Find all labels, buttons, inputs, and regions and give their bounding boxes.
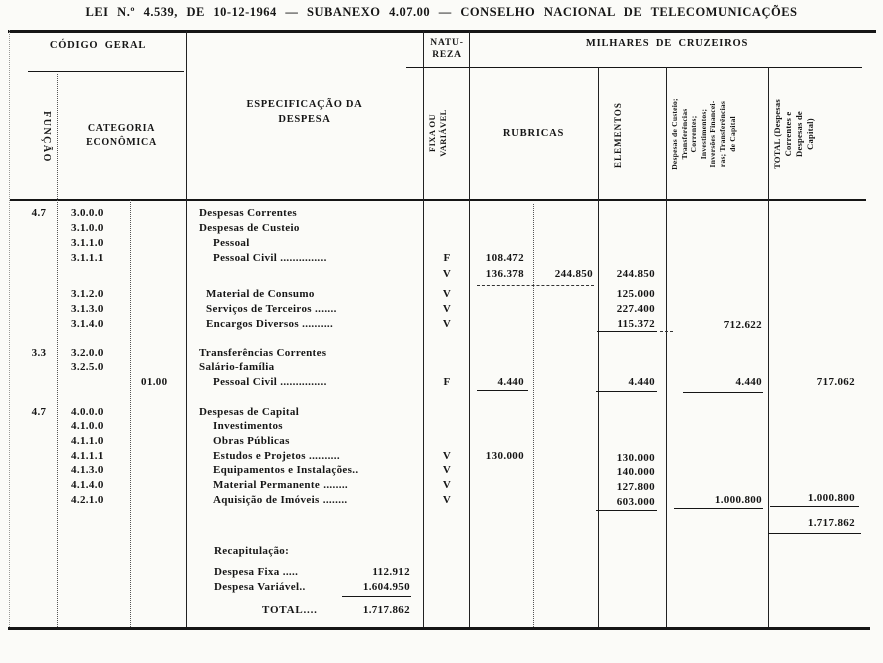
natureza-flag: V [442, 479, 452, 491]
elementos-sum-rule [597, 331, 657, 332]
categoria-code: 3.1.1.1 [71, 252, 104, 264]
table-bottom-border [8, 627, 870, 630]
header-bottom-rule [10, 199, 866, 201]
recap-sum-rule [342, 596, 411, 597]
natureza-rubricas-divider [469, 31, 470, 627]
especificacao-text: Obras Públicas [213, 435, 290, 447]
fixa-ou-variavel-header [427, 90, 467, 176]
total-line1: TOTAL (Despesas [772, 99, 782, 169]
especificacao-text: Aquisição de Imóveis ........ [213, 494, 348, 506]
rubrica-value: 130.000 [485, 450, 524, 462]
codigo-geral-header: CÓDIGO GERAL [49, 40, 147, 51]
total-line4: Capital) [805, 118, 815, 150]
elementos-despesas-divider [666, 67, 667, 627]
total-line2: Correntes e [783, 111, 793, 157]
natureza-flag: V [442, 303, 452, 315]
natureza-flag: F [443, 252, 451, 264]
especificacao-text: Pessoal Civil ............... [213, 376, 327, 388]
funcao-code: 3.3 [31, 347, 47, 359]
recap-total-value: 1.717.862 [362, 604, 410, 616]
especificacao-text: Investimentos [213, 420, 283, 432]
categoria-sub-divider [130, 200, 131, 627]
rubrica-sum-rule [477, 285, 594, 286]
elementos-value: 244.850 [616, 268, 655, 280]
elementos-underline [596, 391, 657, 392]
total-value: 1.000.800 [807, 492, 855, 504]
especificacao-header [186, 97, 423, 127]
despesas-underline [683, 392, 763, 393]
elementos-value: 227.400 [616, 303, 655, 315]
natureza-flag: V [442, 318, 452, 330]
custeio-line2: Transferências [679, 108, 689, 160]
elementos-value: 603.000 [616, 496, 655, 508]
recap-variavel-value: 1.604.950 [362, 581, 410, 593]
especificacao-text: Equipamentos e Instalações.. [213, 464, 359, 476]
especificacao-text: Transferências Correntes [199, 347, 327, 359]
left-edge-line [9, 30, 10, 627]
categoria-code: 3.1.4.0 [71, 318, 104, 330]
rubrica-value: 108.472 [485, 252, 524, 264]
despesas-sum-rule [674, 508, 763, 509]
categoria-code: 3.1.3.0 [71, 303, 104, 315]
custeio-line7: de Capital [727, 116, 737, 152]
especificacao-text: Pessoal Civil ............... [213, 252, 327, 264]
funcao-divider [57, 74, 58, 627]
milhares-underline [406, 67, 862, 68]
categoria-code: 4.2.1.0 [71, 494, 104, 506]
despesas-group-total: 4.440 [735, 376, 762, 388]
total-sum-rule [770, 506, 859, 507]
custeio-line5: Inversões Financei- [708, 100, 718, 168]
categoria-code: 3.1.0.0 [71, 222, 104, 234]
recap-variavel-label: Despesa Variável.. [214, 581, 306, 593]
especificacao-text: Salário-família [199, 361, 275, 373]
total-value: 717.062 [816, 376, 855, 388]
table-top-border [8, 30, 876, 33]
especificacao-text: Despesas de Capital [199, 406, 300, 418]
rubrica-subtotal: 244.850 [554, 268, 593, 280]
categoria-line2: ECONÔMICA [86, 137, 157, 148]
recap-total-label: TOTAL.... [262, 604, 318, 616]
funcao-header [22, 92, 52, 182]
categoria-code: 4.1.3.0 [71, 464, 104, 476]
especificacao-line1: ESPECIFICAÇÃO DA [246, 99, 363, 110]
natureza-line2: REZA [432, 50, 462, 60]
natureza-flag: V [442, 288, 452, 300]
especificacao-text: Serviços de Terceiros ....... [206, 303, 337, 315]
elementos-value: 115.372 [617, 318, 655, 330]
especificacao-line2: DESPESA [278, 114, 331, 125]
especificacao-natureza-divider [423, 31, 424, 627]
custeio-line6: ras; Transferências [717, 100, 727, 168]
categoria-code: 3.1.1.0 [71, 237, 104, 249]
categoria-code: 3.2.0.0 [71, 347, 104, 359]
natureza-header [425, 37, 469, 61]
custeio-line1: Despesas de Custeio; [670, 98, 679, 170]
natureza-flag: V [442, 494, 452, 506]
elementos-value: 130.000 [616, 452, 655, 464]
elementos-sum-rule-ext [660, 331, 673, 332]
grand-total-underline [768, 533, 861, 534]
categoria-code: 3.1.2.0 [71, 288, 104, 300]
custeio-line3: Correntes; [689, 115, 699, 153]
total-header-text [772, 72, 860, 196]
elementos-header [613, 90, 653, 180]
natureza-flag: F [443, 376, 451, 388]
categoria-code: 4.1.1.1 [71, 450, 104, 462]
especificacao-text: Encargos Diversos .......... [206, 318, 334, 330]
despesas-custeio-header [670, 70, 766, 198]
categoria-code: 4.1.0.0 [71, 420, 104, 432]
despesas-group-total: 712.622 [723, 319, 762, 331]
grand-total-value: 1.717.862 [807, 517, 855, 529]
elementos-value: 127.800 [616, 481, 655, 493]
categoria-code: 4.0.0.0 [71, 406, 104, 418]
categoria-line1: CATEGORIA [87, 123, 156, 134]
recap-fixa-label: Despesa Fixa ..... [214, 566, 299, 578]
especificacao-text: Pessoal [213, 237, 250, 249]
categoria-code: 3.0.0.0 [71, 207, 104, 219]
elementos-value: 140.000 [616, 466, 655, 478]
elementos-header-text: ELEMENTOS [613, 102, 623, 168]
natureza-flag: V [442, 450, 452, 462]
funcao-code: 4.7 [31, 406, 47, 418]
categoria-code: 4.1.1.0 [71, 435, 104, 447]
rubricas-header: RUBRICAS [502, 128, 565, 139]
subitem-code: 01.00 [141, 376, 168, 388]
funcao-code: 4.7 [31, 207, 47, 219]
natureza-flag: V [442, 464, 452, 476]
especificacao-text: Material Permanente ........ [213, 479, 349, 491]
fixa-line2: VARIÁVEL [438, 109, 448, 157]
rubricas-inner-divider [533, 204, 534, 627]
elementos-value: 125.000 [616, 288, 655, 300]
recap-title: Recapitulação: [214, 545, 290, 557]
codigo-geral-underline [28, 71, 184, 72]
custeio-line4: Investimentos; [698, 108, 708, 160]
especificacao-text: Despesas de Custeio [199, 222, 300, 234]
natureza-flag: V [442, 268, 452, 280]
total-header [772, 72, 860, 196]
recap-fixa-value: 112.912 [372, 566, 410, 578]
funcao-header-text: FUNÇÃO [41, 111, 52, 163]
rubricas-elementos-divider [598, 67, 599, 627]
especificacao-text: Estudos e Projetos .......... [213, 450, 340, 462]
categoria-code: 3.2.5.0 [71, 361, 104, 373]
rubrica-value: 4.440 [497, 376, 524, 388]
despesas-total-divider [768, 67, 769, 627]
document-title: LEI N.º 4.539, DE 10-12-1964 — SUBANEXO 4.07.00 — CONSELHO NACIONAL DE TELECOMUNICAÇÕES [85, 5, 798, 19]
natureza-line1: NATU- [430, 38, 464, 48]
elementos-sum-rule2 [596, 510, 657, 511]
total-line3: Despesas de [794, 111, 804, 157]
despesas-custeio-text [670, 70, 766, 198]
despesas-group-total: 1.000.800 [714, 494, 762, 506]
rubrica-value: 136.378 [485, 268, 524, 280]
fixa-line1: FIXA OU [427, 114, 437, 152]
categoria-code: 4.1.4.0 [71, 479, 104, 491]
especificacao-text: Despesas Correntes [199, 207, 298, 219]
elementos-value: 4.440 [628, 376, 655, 388]
categoria-header [57, 122, 186, 150]
fixa-ou-variavel-text [427, 90, 467, 176]
especificacao-text: Material de Consumo [206, 288, 315, 300]
rubrica-underline [477, 390, 528, 391]
milhares-header: MILHARES DE CRUZEIROS [585, 38, 749, 49]
